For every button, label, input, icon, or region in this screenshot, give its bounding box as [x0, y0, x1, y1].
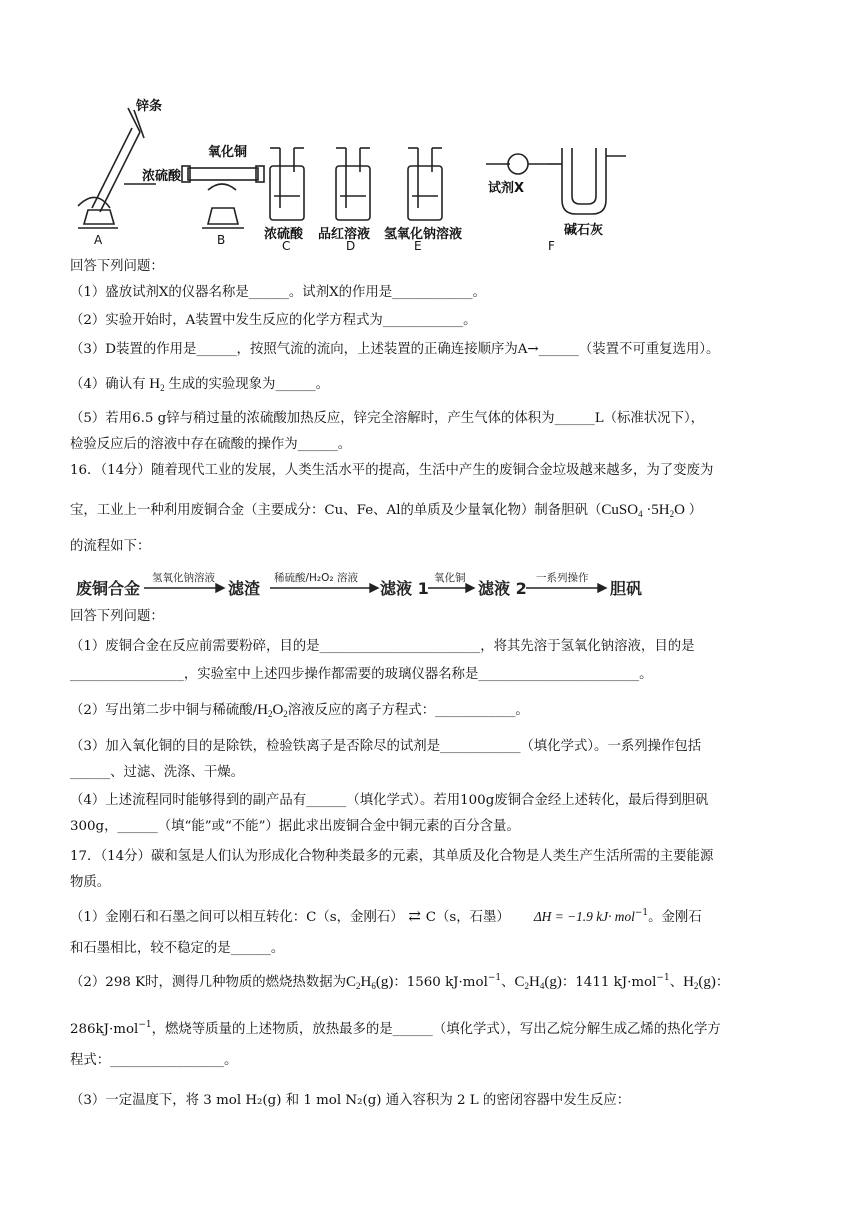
- q17-p1-d: 和石墨相比，较不稳定的是______。: [70, 941, 285, 956]
- apparatus-figure: [70, 96, 650, 252]
- equilibrium-arrow-icon: ⇄: [403, 907, 426, 925]
- tube-b: [188, 168, 258, 180]
- q16-head-a: 16．（14分）随着现代工业的发展，人类生活水平的提高，生活中产生的废铜合金垃圾越来越多，为了变废为: [70, 463, 714, 478]
- q16-p4-a: （4）上述流程同时能够得到的副产品有______（填化学式）。若用100g废铜合金经上述转化，最后得到胆矾: [70, 793, 709, 808]
- bottle-e-label: 氢氧化钠溶液: [384, 227, 463, 242]
- bottle-c: [270, 166, 304, 220]
- flow-diagram: [74, 568, 654, 604]
- test-tube-a: [92, 128, 132, 208]
- q15-p3: （3）D装置的作用是______，按照气流的流向，上述装置的正确连接顺序为A→______（装置不可重复选用）。: [70, 342, 720, 357]
- q15-p5-a: （5）若用6.5 g锌与稍过量的浓硫酸加热反应，锌完全溶解时，产生气体的体积为______L（标准状况下），: [70, 411, 705, 426]
- flow-reagent-3: 氧化铜: [434, 572, 466, 584]
- acid-a-label: 浓硫酸: [142, 169, 182, 184]
- q16-p1-a: （1）废铜合金在反应前需要粉碎，目的是________________________，将其先溶于氢氧化钠溶液，目的是: [70, 639, 695, 654]
- flow-reagent-4: 一系列操作: [536, 572, 589, 584]
- q17-p3: （3）一定温度下，将 3 mol H₂(g) 和 1 mol N₂(g) 通入容积为 2 L 的密闭容器中发生反应：: [70, 1093, 631, 1108]
- bottle-e: [408, 166, 442, 220]
- q17-p2: （2）298 K时，测得几种物质的燃烧热数据为$C_2H_6(g)$：1560 kJ·mol$^{-1}$、$C_2H_4(g)$：1411 kJ·mol$^{-1}$、$H_2(g)$：: [70, 973, 730, 991]
- flow-reagent-1: 氢氧化钠溶液: [152, 572, 215, 584]
- process-flow: [74, 568, 654, 604]
- flow-reagent-2: 稀硫酸/H₂O₂ 溶液: [274, 572, 358, 584]
- q17-p1: （1）金刚石和石墨之间可以相互转化：C（s，金刚石） ⇄ C（s，石墨） ΔH = −1.9 kJ· mol$^{-1}$。金刚石: [70, 907, 702, 925]
- burner-a: [84, 210, 114, 224]
- q15-p4-b: 生成的实验现象为______。: [168, 377, 330, 392]
- q15-p4: （4）确认有 $H_2$ 生成的实验现象为______。: [70, 376, 330, 393]
- q17-p2-f: 程式：_________________。: [70, 1053, 238, 1068]
- reagent-x-label: 试剂X: [488, 181, 525, 196]
- drying-bulb: [508, 154, 528, 174]
- soda-lime-label: 碱石灰: [564, 223, 604, 238]
- q15-p1: （1）盛放试剂X的仪器名称是______。试剂X的作用是____________。: [70, 285, 486, 300]
- q17-head-a: 17．（14分）碳和氢是人们认为形成化合物种类最多的元素，其单质及化合物是人类生产生活所需的主要能源: [70, 849, 714, 864]
- q15-p5-b: 检验反应后的溶液中存在硫酸的操作为______。: [70, 437, 352, 452]
- label-b: B: [217, 233, 226, 247]
- q16-p3-b: ______、过滤、洗涤、干燥。: [70, 765, 245, 780]
- apparatus-diagram: [70, 96, 650, 252]
- flow-step-1: 滤渣: [228, 579, 261, 598]
- bottle-d: [336, 166, 370, 220]
- label-c: C: [282, 239, 291, 252]
- q17-p2-cont: 286kJ·mol$^{-1}$，燃烧等质量的上述物质，放热最多的是______（填化学式），写出乙烷分解生成乙烯的热化学方: [70, 1020, 721, 1037]
- flow-end: 胆矾: [610, 579, 643, 598]
- q16-head-b: 宝，工业上一种利用废铜合金（主要成分：Cu、Fe、Al的单质及少量氧化物）制备胆矾（CuSO$_4$ $\cdot 5H_2O$ ）: [70, 502, 703, 519]
- q17-head-b: 物质。: [70, 875, 111, 890]
- flow-step-2: 滤液 1: [380, 579, 429, 598]
- flow-step-3: 滤液 2: [478, 579, 527, 598]
- cuo-label: 氧化铜: [208, 145, 248, 160]
- q15-p4-a: （4）确认有: [70, 377, 146, 392]
- q16-p2: （2）写出第二步中铜与稀硫酸$/H_2O_2$溶液反应的离子方程式：____________。: [70, 702, 529, 719]
- q16-intro: 回答下列问题：: [70, 609, 164, 624]
- label-f: F: [548, 239, 555, 252]
- bottle-c-label: 浓硫酸: [264, 227, 304, 242]
- label-a: A: [94, 233, 103, 247]
- q15-p2: （2）实验开始时，A装置中发生反应的化学方程式为____________。: [70, 313, 477, 328]
- zinc-label: 锌条: [136, 99, 163, 114]
- q16-p3-a: （3）加入氧化铜的目的是除铁，检验铁离子是否除尽的试剂是____________（填化学式）。一系列操作包括: [70, 739, 702, 754]
- label-e: E: [414, 239, 422, 252]
- q16-p4-b: 300g，______（填“能”或“不能”）据此求出废铜合金中铜元素的百分含量。: [70, 819, 520, 834]
- q16-p1-b: _________________，实验室中上述四步操作都需要的玻璃仪器名称是________________________。: [70, 667, 653, 682]
- flow-start: 废铜合金: [76, 579, 141, 598]
- q15-intro: 回答下列问题：: [70, 259, 164, 274]
- bottle-d-label: 品红溶液: [318, 227, 371, 242]
- label-d: D: [346, 239, 356, 252]
- burner-b: [208, 208, 238, 224]
- q16-head-c: 的流程如下：: [70, 539, 151, 554]
